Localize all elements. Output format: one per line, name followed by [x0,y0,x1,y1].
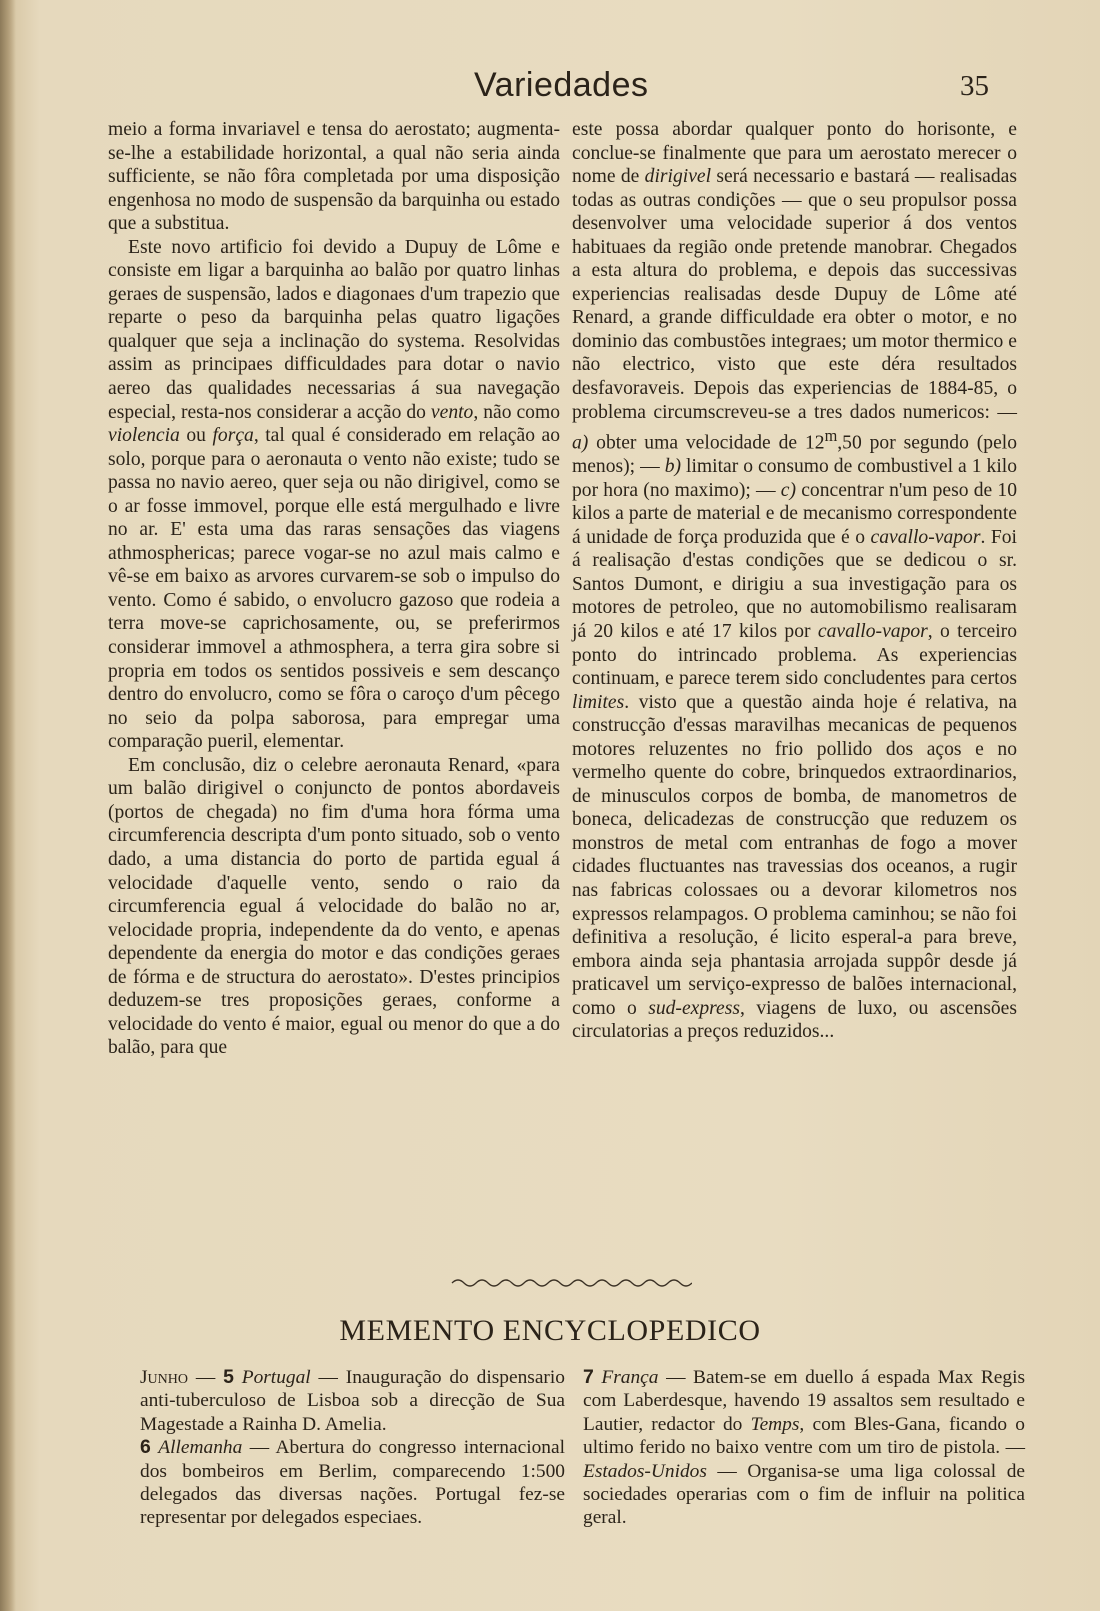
rc-text-g: . Foi á realisação d'estas condições que se dedicou o sr. Santos Dumont, e dirigiu a sua investigação para os motores de petroleo, que no automobilismo realisaram já 20 kilos e até 17 kilos por [572,526,1017,643]
entry-place: Allemanha [158,1437,243,1459]
entry-day: 5 [223,1366,234,1388]
paragraph-2-text-b: , não como [473,401,560,423]
running-head [0,62,1100,112]
paragraph-3: Em conclusão, diz o celebre aeronauta Renard, «para um balão dirigivel o conjuncto de pontos abordaveis (portos de chegada) no fim d'uma hora fórma uma circumferencia descripta d'um ponto situado, sob o vento dado, a uma distancia do porto de partida egual á velocidade d'aquelle vento, sendo o raio da circumferencia egual á velocidade do balão no ar, velocidade propria, independente da do vento, e apenas dependente da energia do motor e das condições geraes de fórma e de structura do aerostato». D'estes principios deduzem-se tres proposições geraes, conforme a velocidade do vento é maior, egual ou menor do que a do balão, para que [108,754,560,1059]
entry-day: 7 [583,1366,594,1388]
item-b-label: b) [664,456,682,478]
term-vento: vento [430,401,474,423]
term-dirigivel: dirigivel [644,166,712,188]
entry-place: Portugal [241,1367,311,1388]
item-c-label: c) [780,479,797,501]
memento-left-column [140,1366,565,1530]
article-left-column [108,118,560,1060]
entry-place: França [601,1367,659,1388]
ornamental-divider [450,1276,692,1290]
section-title: Variedades [474,66,649,104]
rc-text-f: concentrar n'um peso de 10 kilos a parte de material e de mecanismo correspondente á unidade de força produzida que é o [572,479,1017,548]
entry-text-b: , com Bles-Gana, ficando o ultimo ferido no baixo ventre com um tiro de pistola. [583,1413,1025,1459]
page-number: 35 [960,70,989,102]
entry-text: Organisa-se uma liga colossal de sociedades operarias com o fim de influir na politica geral. [583,1460,1025,1529]
item-a-label: a) [572,432,589,454]
memento-entry-7: 7 França — Batem-se em duello á espada Max Regis com Laberdesque, havendo 19 assaltos sem resultado e Lautier, redactor do Temps, com Bles-Gana, ficando o ultimo ferido no baixo ventre com um tiro de pistola. — Estados-Unidos — Organisa-se uma liga colossal de sociedades operarias com o fim de influir na politica geral. [583,1366,1025,1529]
term-violencia: violencia [108,425,180,447]
memento-entry-5: Junho — 5 Portugal — Inauguração do dispensario anti-tuberculoso de Lisboa sob a direcção de Sua Magestade a Rainha D. Amelia. [140,1366,565,1435]
book-spine-shadow [0,0,16,1611]
rc-text-d: ,50 por segundo (pelo menos); — [572,432,1018,478]
term-forca: força [212,425,254,447]
paragraph-continued [572,118,1017,1044]
rc-text-j: , viagens de luxo, ou ascensões circulatorias a preços reduzidos... [572,997,1017,1043]
term-cavallo-vapor: cavallo-vapor [870,526,981,548]
memento-entry-6: 6 Allemanha — Abertura do congresso internacional dos bombeiros em Berlim, comparecendo 1:500 delegados das diversas nações. Portugal fez-se representar por delegados especiaes. [140,1436,565,1529]
rc-text-h: , o terceiro ponto do intrincado problema. As experiencias continuam, e parece terem sido concludentes para certos [572,621,1017,690]
entry-text: Inauguração do dispensario anti-tuberculoso de Lisboa sob a direcção de Sua Magestade a Rainha D. Amelia. [140,1367,565,1435]
rc-text-b: será necessario e bastará — realisadas todas as outras condições — que o seu propulsor possa desenvolver uma velocidade superior á dos ventos habituaes da região onde pretende manobrar. Chegados a esta altura do problema, e depois das successivas experiencias realisadas desde Dupuy de Lôme até Renard, a grande difficuldade era obter o motor, e no dominio das combustões integraes; um motor thermico e não electrico, visto que este déra resultados desfavoraveis. Depois das experiencias de 1884-85, o problema circumscreveu-se a tres dados numericos: — [572,166,1017,423]
unit-metre-sup: m [824,426,838,446]
rc-text-i: . visto que a questão ainda hoje é relativa, na construcção d'essas maravilhas mecanicas de pequenos motores reluzentes no frio pollido dos aços e no vermelho quente do cobre, brinquedos extraordinarios, de minusculos corpos de bomba, de manometros de boneca, delicadezas de construcção que reduzem os monstros de metal com entranhas de fogo a mover cidades fluctuantes nas travessias dos oceanos, a rugir nas fabricas colossaes ou a devorar kilometros nos expressos relampagos. O problema caminhou; se não foi definitiva a resolução, é licito esperal-a para breve, embora ainda seja phantasia arrojada suppôr desde já praticavel um serviço-expresso de balões internacional, como o [572,691,1017,1019]
term-cavallo-vapor-2: cavallo-vapor [817,621,928,643]
entry-text: Abertura do congresso internacional dos bombeiros em Berlim, comparecendo 1:500 delegados das diversas nações. Portugal fez-se representar por delegados especiaes. [140,1437,565,1529]
paragraph-2-text-c: ou [179,425,213,447]
article-right-column [572,118,1017,1044]
entry-newspaper: Temps [750,1413,800,1435]
paragraph-1: meio a forma invariavel e tensa do aerostato; augmenta-se-lhe a estabilidade horizontal, a qual não seria ainda sufficiente, se não fôra completada por uma disposição engenhosa no modo de suspensão da barquinha ou estado que a substitua. [108,119,560,235]
paragraph-2-text-d: , tal qual é considerado em relação ao solo, porque para o aeronauta o vento não existe; tudo se passa no navio aereo, quer seja ou não dirigivel, como se o ar fosse immovel, porque elle está mergulhado e livre no ar. E' esta uma das raras sensações das viagens athmosphericas; parece vogar-se no azul mais calmo e vê-se em baixo as arvores curvarem-se sob o impulso do vento. Como é sabido, o envolucro gazoso que rodeia a terra move-se caprichosamente, ou, se preferirmos considerar immovel a athmosphera, a terra gira sobre si propria em todos os sentidos possiveis e sem descanço dentro do envolucro, como se fôra o caroço d'um pêcego no seio da polpa saborosa, para empregar uma comparação pueril, elementar. [108,425,561,753]
paragraph-2 [108,236,560,754]
paragraph-2-text: Este novo artificio foi devido a Dupuy de Lôme e consiste em ligar a barquinha ao balão por quatro linhas geraes de suspensão, lados e diagonaes d'um trapezio que reparte o peso da barquinha pelas quatro ligações qualquer que seja a inclinação do systema. Resolvidas assim as principaes difficuldades para dotar o navio aereo das qualidades necessarias á sua navegação especial, resta-nos considerar a acção do [108,236,560,423]
memento-month: Junho [140,1367,188,1388]
rc-text-c: obter uma velocidade de 12 [588,432,825,454]
entry-day: 6 [140,1436,151,1459]
entry-text-a: Batem-se em duello á espada Max Regis com Laberdesque, havendo 19 assaltos sem resultado e Lautier, redactor do [583,1367,1025,1435]
memento-right-column [583,1366,1025,1530]
term-sud-express: sud-express [648,997,740,1019]
entry-place: Estados-Unidos [583,1460,707,1482]
term-limites: limites [572,691,625,713]
rc-text-e: limitar o consumo de combustivel a 1 kilo por hora (no maximo); — [572,456,1017,501]
rc-text-a: este possa abordar qualquer ponto do horisonte, e conclue-se finalmente que para um aerostato merecer o nome de [572,119,1017,188]
memento-title: MEMENTO ENCYCLOPEDICO [339,1314,761,1347]
